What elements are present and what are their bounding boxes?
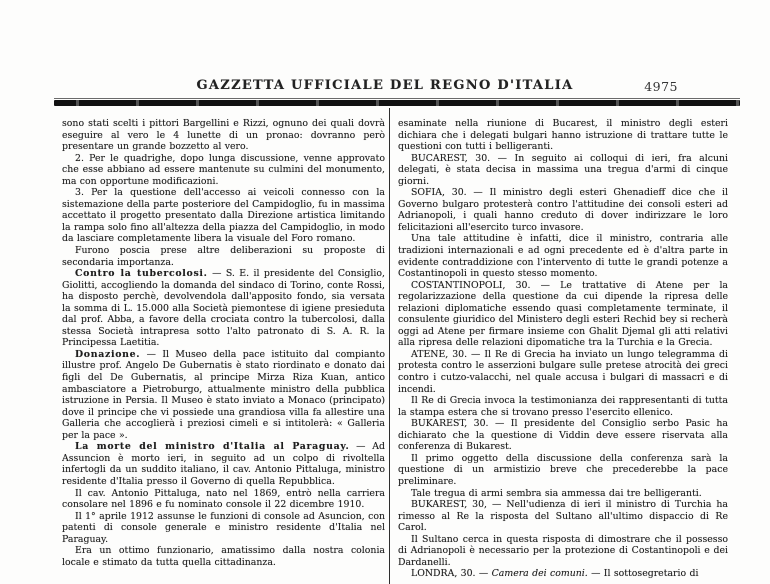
paragraph-text: ATENE, 30. — Il Re di Grecia ha inviato un lungo telegramma di protesta contro le asserzioni bulgare sulle pretese atrocità dei greci contro i cutzo-valacchi, nel quale accusa i bulgari di massacri e di incendi.: [398, 348, 728, 395]
paragraph-text: BUKAREST, 30, — Nell'udienza di ieri il ministro di Turchia ha rimesso al Re la risposta del Sultano all'ultimo dispaccio di Re Carol.: [398, 499, 728, 534]
paragraph: [62, 488, 385, 511]
article-heading: Contro la tubercolosi.: [75, 268, 208, 280]
article-heading: Donazione.: [75, 348, 141, 360]
paragraph: [62, 118, 385, 153]
italic-subheading: Camera dei comuni.: [491, 568, 588, 580]
dispatch-paragraph: [398, 568, 728, 580]
paragraph: [62, 153, 385, 188]
article-paragraph: [62, 268, 385, 349]
paragraph-text: — Il sottosegretario di: [587, 568, 699, 580]
right-column: [398, 118, 728, 584]
paragraph-text: BUKAREST, 30. — Il presidente del Consiglio serbo Pasic ha dichiarato che la questione di Viddin deve essere riservata alla conferenza di Bukarest.: [398, 418, 728, 453]
paragraph-text: SOFIA, 30. — Il ministro degli esteri Ghenadieff dice che il Governo bulgaro protesterà contro l'attitudine dei consoli esteri ad Adrianopoli, i quali hanno creduto di dover indirizzare le loro felicitazioni all'esercito turco invasore.: [398, 187, 728, 233]
paragraph: [398, 488, 728, 500]
paragraph: [62, 187, 385, 245]
paragraph: [398, 453, 728, 488]
paragraph-text: sono stati scelti i pittori Bargellini e Rizzi, ognuno dei quali dovrà eseguire al vero le 4 lunette di un pronao: dovranno però presentare un grande bozzetto al vero.: [62, 118, 385, 153]
paragraph: [398, 118, 728, 153]
dispatch-paragraph: [398, 187, 728, 233]
paragraph-text: esaminate nella riunione di Bucarest, il ministro degli esteri dichiara che i delegati bulgari hanno istruzione di trattare tutte le questioni con tutti i belligeranti.: [398, 118, 728, 153]
paragraph-text: Il 1° aprile 1912 assunse le funzioni di console ad Asuncion, con patenti di console generale e ministro residente d'Italia nel Paraguay.: [62, 510, 385, 545]
paragraph: [62, 245, 385, 268]
article-heading: La morte del ministro d'Italia al Paraguay.: [75, 441, 350, 453]
masthead-title: GAZZETTA UFFICIALE DEL REGNO D'ITALIA: [196, 78, 574, 93]
header-rule-thick: [54, 100, 740, 106]
page-number: 4975: [644, 79, 678, 94]
dispatch-paragraph: [398, 499, 728, 534]
paragraph-text: Una tale attitudine è infatti, dice il ministro, contraria alle tradizioni internazionali e ad ogni precedente ed è d'altra parte in evidente contraddizione con l'intervento di tutte le grandi potenze a Costantinopoli in questo stesso momento.: [398, 233, 728, 280]
paragraph: [398, 534, 728, 569]
paragraph-text: — Ad Assuncion è morto ieri, in seguito ad un colpo di rivoltella infertogli da un suddito italiano, il cav. Antonio Pittaluga, ministro residente d'Italia presso il Governo di quella Repubblica.: [62, 441, 385, 487]
paragraph-text: Tale tregua di armi sembra sia ammessa dai tre belligeranti.: [411, 487, 702, 499]
paragraph-text: LONDRA, 30. —: [411, 568, 492, 580]
paragraph: [398, 395, 728, 418]
dispatch-paragraph: [398, 418, 728, 453]
paragraph-text: Il Sultano cerca in questa risposta di dimostrare che il possesso di Adrianopoli è necessario per la protezione di Costantinopoli e dei Dardanelli.: [398, 533, 728, 568]
paragraph-text: Il Re di Grecia invoca la testimonianza dei rappresentanti di tutta la stampa estera che si trovano presso l'esercito ellenico.: [398, 395, 728, 418]
paragraph: [398, 233, 728, 279]
paragraph: [62, 545, 385, 568]
paragraph-text: BUCAREST, 30. — In seguito ai colloqui di ieri, fra alcuni delegati, è stata decisa in massima una tregua d'armi di cinque giorni.: [398, 152, 728, 187]
paragraph-text: Il cav. Antonio Pittaluga, nato nel 1869, entrò nella carriera consolare nel 1896 e fu nominato console il 22 dicembre 1910.: [62, 487, 385, 511]
paragraph-text: COSTANTINOPOLI, 30. — Le trattative di Atene per la regolarizzazione della questione da cui dipende la ripresa delle relazioni diplomatiche essendo quasi completamente terminate, il consulente giuridico del Ministero degli esteri Rechid bey si recherà oggi ad Atene per firmare insieme con Ghalit Djemal gli atti relativi alla ripresa delle relazioni dipomatiche tra la Turchia e la Grecia.: [398, 279, 728, 349]
paragraph: [62, 511, 385, 546]
paragraph-text: 3. Per la questione dell'accesso ai veicoli connesso con la sistemazione della parte posteriore del Campidoglio, fu in massima accettato il progetto presentato dalla Direzione artistica limitando la rampa solo fino all'altezza della piazza del Campidoglio, in modo da lasciare completamente libera la visuale del Foro romano.: [62, 187, 385, 245]
header-rule-thin: [54, 98, 740, 99]
article-paragraph: [62, 441, 385, 487]
dispatch-paragraph: [398, 280, 728, 349]
paragraph-text: Il primo oggetto della discussione della conferenza sarà la questione di un armistizio breve che precederebbe la pace preliminare.: [398, 452, 728, 487]
paragraph-text: Furono poscia prese altre deliberazioni su proposte di secondaria importanza.: [62, 245, 385, 268]
article-paragraph: [62, 349, 385, 441]
column-divider: [389, 108, 390, 584]
paragraph-text: Era un ottimo funzionario, amatissimo dalla nostra colonia locale e stimato da tutta quella cittadinanza.: [62, 545, 385, 568]
left-column: [62, 118, 385, 584]
paragraph-text: 2. Per le quadrighe, dopo lunga discussione, venne approvato che esse abbiano ad essere mantenute su culmini del monumento, ma con opportune modificazioni.: [62, 152, 385, 187]
paragraph-text: — S. E. il presidente del Consiglio, Giolitti, accogliendo la domanda del sindaco di Torino, conte Rossi, ha disposto perchè, devolvendola dall'apposito fondo, sia versata la somma di L. 15.000 alla Società piemontese di igiene presieduta dal prof. Abba, a favore della crociata contro la tubercolosi, dalla stessa Società intrapresa sotto l'alto patronato di S. A. R. la Principessa Laetitia.: [62, 268, 385, 349]
dispatch-paragraph: [398, 349, 728, 395]
paragraph-text: — Il Museo della pace istituito dal compianto illustre prof. Angelo De Gubernatis è stato riordinato e donato dai figli del De Gubernatis, al principe Mirza Riza Kuan, antico ambasciatore a Pietroburgo, attualmente ministro della pubblica istruzione in Persia. Il Museo è stato inviato a Monaco (principato) dove il principe che vi possiede una grandiosa villa fa allestire una Galleria che accoglierà i preziosi cimeli e si intitolerà: « Galleria per la pace ».: [62, 348, 385, 441]
dispatch-paragraph: [398, 153, 728, 188]
